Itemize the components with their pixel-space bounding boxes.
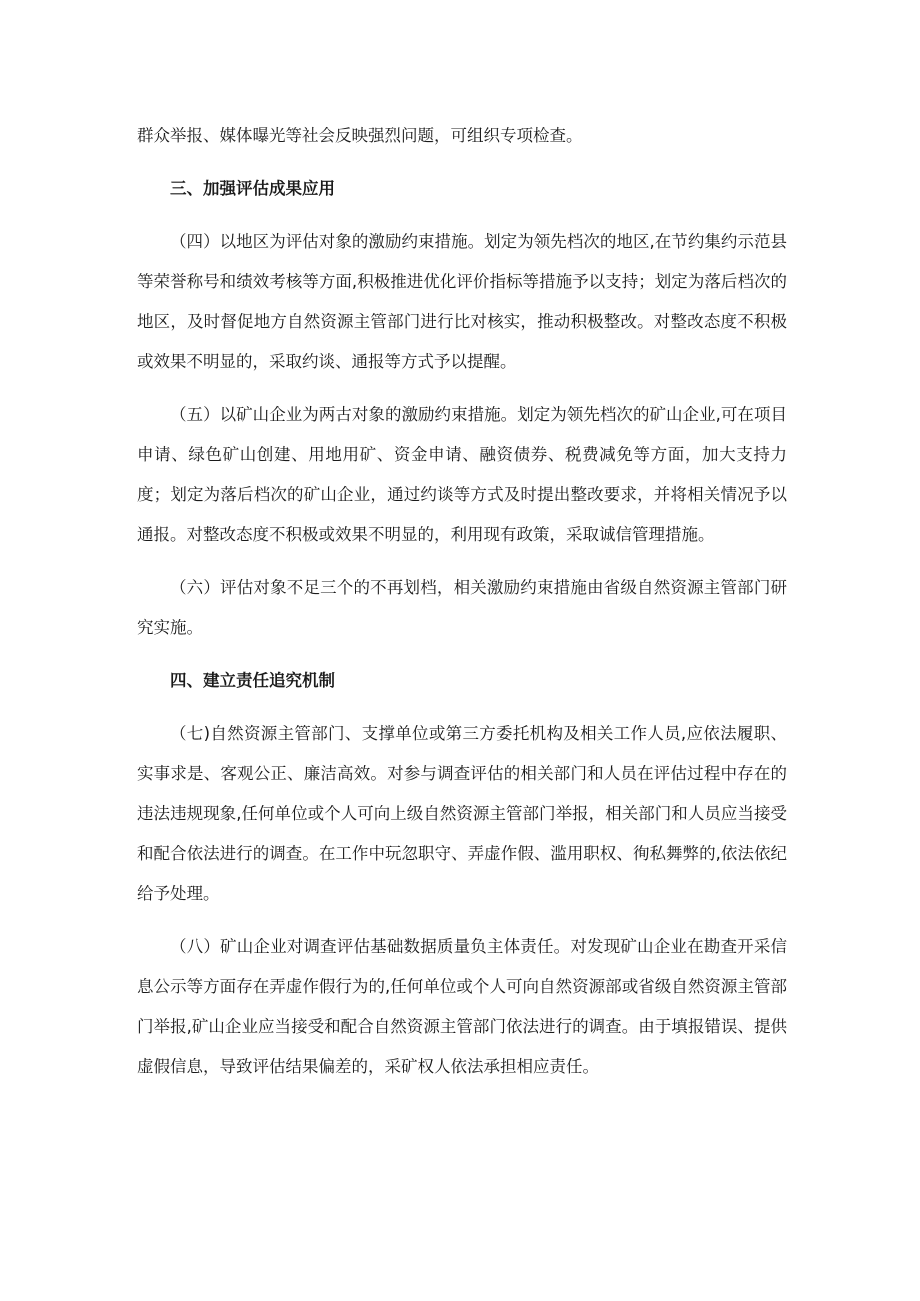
paragraph-item-8: （八）矿山企业对调查评估基础数据质量负主体责任。对发现矿山企业在勘查开采信息公示等方面存在弄虚作假行为的,任何单位或个人可向自然资源部或省级自然资源主管部门举报,矿山企业应当接受和配合自然资源主管部门依法进行的调查。由于填报错误、提供虚假信息，导致评估结果偏差的，采矿权人依法承担相应责任。 bbox=[137, 937, 787, 1076]
paragraph-item-4: （四）以地区为评估对象的激励约束措施。划定为领先档次的地区,在节约集约示范县等荣誉称号和绩效考核等方面,积极推进优化评价指标等措施予以支持；划定为落后档次的地区，及时督促地方自然资源主管部门进行比对核实，推动积极整改。对整改态度不积极或效果不明显的，采取约谈、通报等方式予以提醒。 bbox=[137, 232, 787, 371]
section-heading-4: 四、建立责任追究机制 bbox=[170, 671, 335, 690]
paragraph-item-5: （五）以矿山企业为两古对象的激励约束措施。划定为领先档次的矿山企业,可在项目申请、绿色矿山创建、用地用矿、资金申请、融资债券、税费减免等方面，加大支持力度；划定为落后档次的矿山企业，通过约谈等方式及时提出整改要求，并将相关情况予以通报。对整改态度不积极或效果不明显的，利用现有政策，采取诚信管理措施。 bbox=[137, 405, 787, 544]
document-page bbox=[137, 116, 787, 1100]
paragraph-item-7: （七)自然资源主管部门、支撑单位或第三方委托机构及相关工作人员,应依法履职、实事求是、客观公正、廉洁高效。对参与调查评估的相关部门和人员在评估过程中存在的违法违规现象,任何单位或个人可向上级自然资源主管部门举报，相关部门和人员应当接受和配合依法进行的调查。在工作中玩忽职守、弄虚作假、滥用职权、徇私舞弊的,依法依纪给予处理。 bbox=[137, 724, 787, 903]
paragraph-continued: 群众举报、媒体曝光等社会反映强烈问题，可组织专项检查。 bbox=[137, 126, 583, 145]
paragraph-item-6: （六）评估对象不足三个的不再划档，相关激励约束措施由省级自然资源主管部门研究实施。 bbox=[137, 578, 787, 637]
section-heading-3: 三、加强评估成果应用 bbox=[170, 179, 335, 198]
